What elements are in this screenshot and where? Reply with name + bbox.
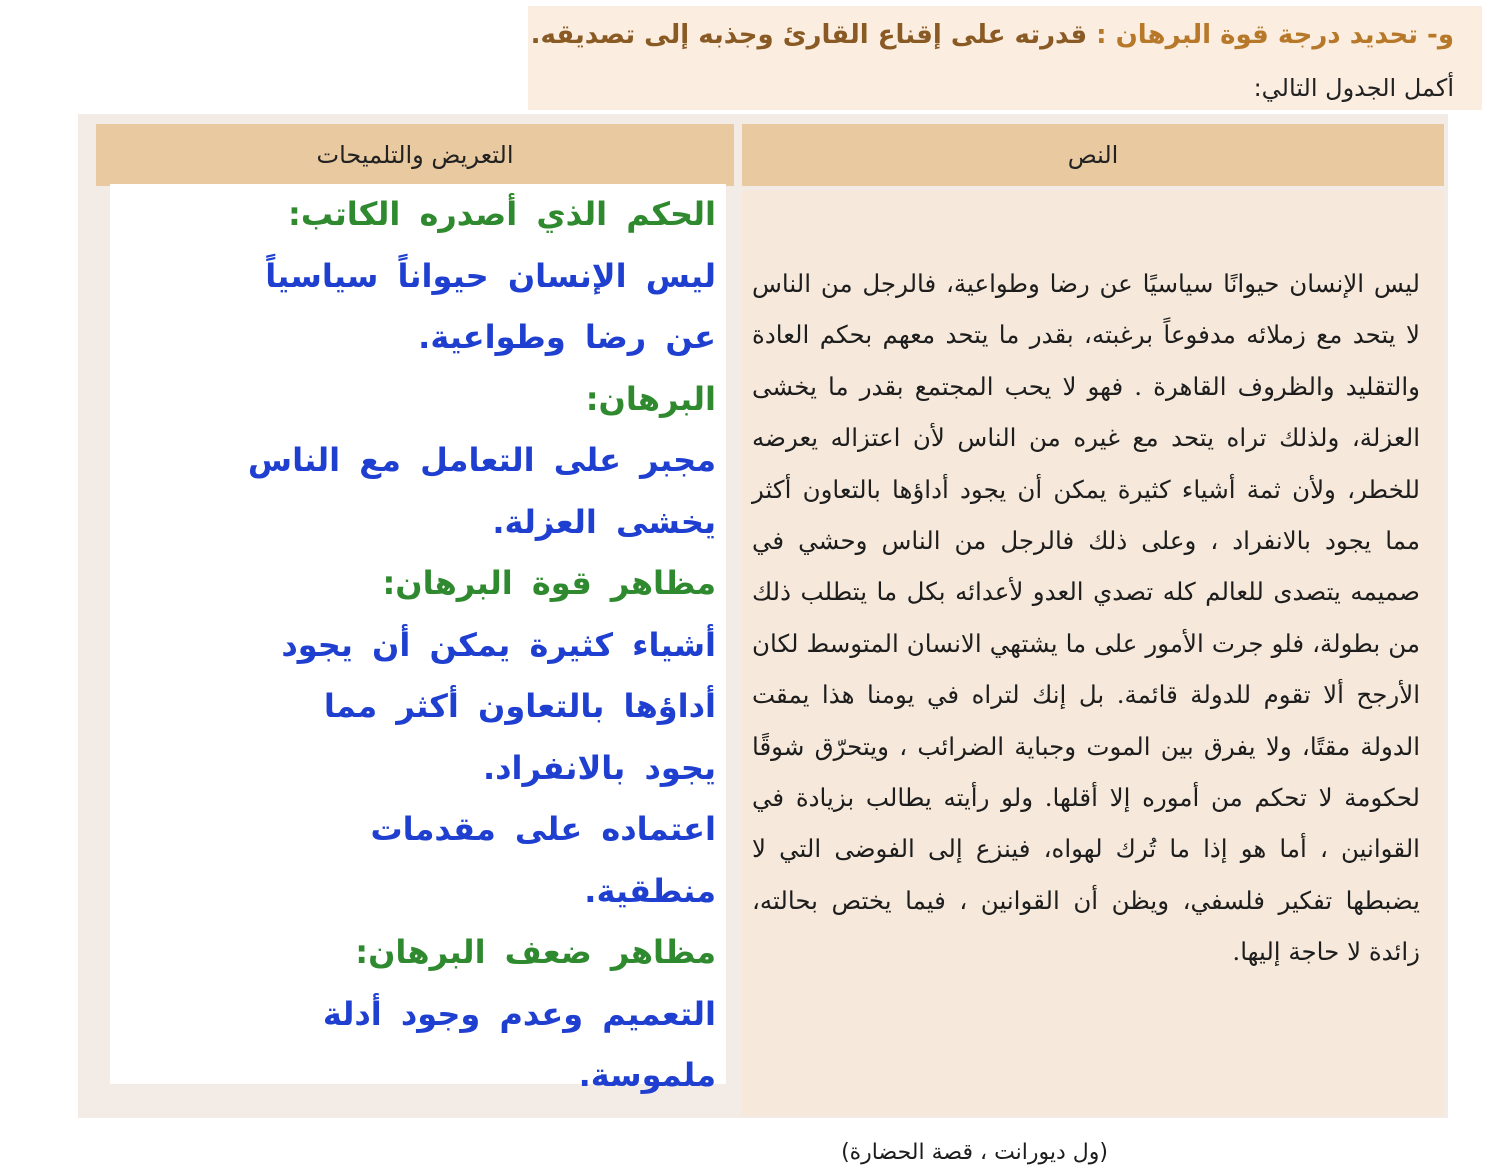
judgment-heading: الحكم الذي أصدره الكاتب:	[288, 195, 716, 233]
proof-line: يخشى العزلة.	[492, 502, 716, 541]
instruction-box	[528, 6, 1482, 110]
weakness-line: التعميم وعدم وجود أدلة	[322, 994, 716, 1033]
instruction-line	[531, 20, 1454, 50]
analysis-table	[78, 114, 1448, 1165]
proof-heading: البرهان:	[585, 379, 716, 418]
judgment-line: عن رضا وطواعية.	[418, 318, 716, 356]
strength-line: منطقية.	[584, 871, 716, 910]
strength-heading: مظاهر قوة البرهان:	[382, 564, 716, 602]
answer-cell	[110, 184, 726, 1094]
instruction-text: قدرته على إقناع القارئ وجذبه إلى تصديقه.	[530, 20, 1088, 50]
strength-line: أشياء كثيرة يمكن أن يجود	[281, 625, 716, 664]
instruction-label: و- تحديد درجة قوة البرهان :	[1096, 20, 1454, 50]
answer-list	[116, 184, 716, 1107]
weakness-line: ملموسة.	[578, 1056, 716, 1094]
weakness-heading: مظاهر ضعف البرهان:	[355, 933, 716, 971]
source-text-cell	[742, 190, 1444, 1165]
judgment-line: ليس الإنسان حيواناً سياسياً	[265, 256, 716, 295]
strength-line: أداؤها بالتعاون أكثر مما	[323, 687, 716, 725]
source-passage: ليس الإنسان حيوانًا سياسيًا عن رضا وطواعية، فالرجل من الناس لا يتحد مع زملائه مدفوعاً برغبته، بقدر ما يتحد معهم بحكم العادة والتقليد والظروف القاهرة . فهو لا يحب المجتمع بقدر ما يخشى العزلة، ولذلك تراه يتحد مع غيره من الناس لأن اعتزاله يعرضه للخطر، ولأن ثمة أشياء كثيرة يمكن أن يجود أداؤها بالتعاون أكثر مما يجود بالانفراد ، وعلى ذلك فالرجل من الناس وحشي في صميمه يتصدى للعالم كله تصدي العدو لأعدائه بكل ما يتطلب ذلك من بطولة، فلو جرت الأمور على ما يشتهي الانسان المتوسط لكان الأرجح ألا تقوم للدولة قائمة. بل إنك لتراه في يومنا هذا يمقت الدولة مقتًا، ولا يفرق بين الموت وجباية الضرائب ، ويتحرّق شوقًا لحكومة لا تحكم من أموره إلا أقلها. ولو رأيته يطالب بزيادة في القوانين ، أما هو إذا ما تُرك لهواه، فينزع إلى الفوضى التي لا يضبطها تفكير فلسفي، ويظن أن القوانين ، فيما يختص بحالته، زائدة لا حاجة إليها.	[752, 269, 1421, 967]
strength-line: اعتماده على مقدمات	[370, 810, 716, 848]
strength-line: يجود بالانفراد.	[482, 748, 716, 787]
complete-table-instruction: أكمل الجدول التالي:	[1253, 74, 1454, 102]
source-citation: (ول ديورانت ، قصة الحضارة)	[841, 1140, 1108, 1165]
header-text-column: النص	[742, 124, 1444, 186]
proof-line: مجبر على التعامل مع الناس	[247, 441, 716, 479]
header-analysis-column: التعريض والتلميحات	[96, 124, 734, 186]
